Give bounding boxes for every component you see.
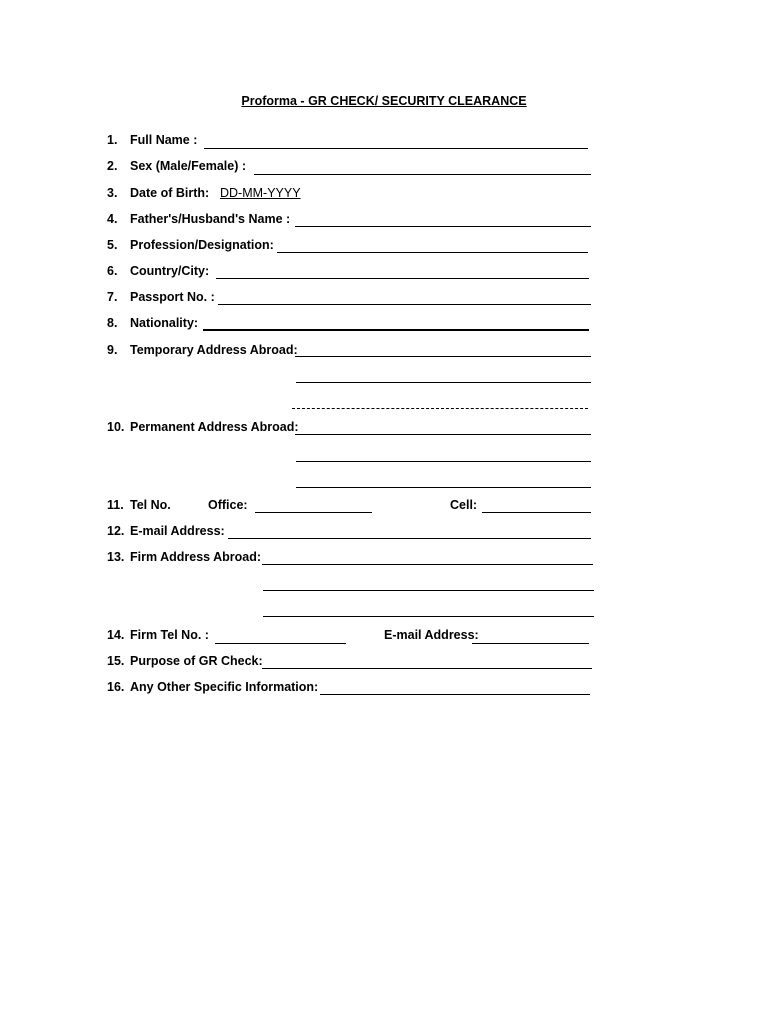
cell-field[interactable]	[482, 512, 591, 513]
field-number: 2.	[107, 159, 118, 173]
field-number: 12.	[107, 524, 125, 538]
field-number: 4.	[107, 212, 118, 226]
passport-no-field[interactable]	[218, 304, 591, 305]
temporary-address-line-3[interactable]	[292, 408, 588, 409]
firm-email-address-label: E-mail Address:	[384, 628, 479, 642]
firm-address-line-2[interactable]	[263, 590, 594, 591]
profession-designation-field[interactable]	[277, 252, 588, 253]
fathers-husbands-name-field[interactable]	[295, 226, 591, 227]
firm-tel-no-label: Firm Tel No. :	[130, 628, 209, 642]
sex-label: Sex (Male/Female) :	[130, 159, 247, 173]
form-title: Proforma - GR CHECK/ SECURITY CLEARANCE	[241, 94, 527, 108]
field-number: 1.	[107, 133, 118, 147]
temporary-address-label: Temporary Address Abroad:	[130, 343, 298, 357]
permanent-address-label: Permanent Address Abroad:	[130, 420, 299, 434]
field-number: 9.	[107, 343, 118, 357]
profession-designation-label: Profession/Designation:	[130, 238, 274, 252]
permanent-address-line-3[interactable]	[296, 487, 591, 488]
field-number: 14.	[107, 628, 125, 642]
temporary-address-line-1[interactable]	[295, 356, 591, 357]
nationality-field[interactable]	[203, 329, 589, 331]
country-city-label: Country/City:	[130, 264, 210, 278]
firm-address-line-3[interactable]	[263, 616, 594, 617]
nationality-label: Nationality:	[130, 316, 199, 330]
permanent-address-line-2[interactable]	[296, 461, 591, 462]
field-number: 5.	[107, 238, 118, 252]
field-number: 8.	[107, 316, 118, 330]
sex-field[interactable]	[254, 174, 591, 175]
tel-no-label: Tel No.	[130, 498, 171, 512]
permanent-address-line-1[interactable]	[295, 434, 591, 435]
firm-email-address-field[interactable]	[472, 643, 589, 644]
full-name-label: Full Name :	[130, 133, 198, 147]
field-number: 3.	[107, 186, 118, 200]
purpose-of-gr-check-field[interactable]	[262, 668, 592, 669]
field-number: 6.	[107, 264, 118, 278]
other-specific-information-label: Any Other Specific Information:	[130, 680, 319, 694]
email-address-label: E-mail Address:	[130, 524, 225, 538]
field-number: 10.	[107, 420, 125, 434]
field-number: 16.	[107, 680, 125, 694]
passport-no-label: Passport No. :	[130, 290, 215, 304]
firm-address-line-1[interactable]	[262, 564, 593, 565]
office-label: Office:	[208, 498, 248, 512]
date-of-birth-label: Date of Birth:	[130, 186, 210, 200]
cell-label: Cell:	[450, 498, 478, 512]
temporary-address-line-2[interactable]	[296, 382, 591, 383]
other-specific-information-field[interactable]	[320, 694, 590, 695]
field-number: 7.	[107, 290, 118, 304]
full-name-field[interactable]	[204, 148, 588, 149]
field-number: 11.	[107, 498, 124, 512]
date-of-birth-field[interactable]: DD-MM-YYYY	[220, 186, 301, 200]
email-address-field[interactable]	[228, 538, 591, 539]
firm-address-label: Firm Address Abroad:	[130, 550, 262, 564]
purpose-of-gr-check-label: Purpose of GR Check:	[130, 654, 263, 668]
field-number: 15.	[107, 654, 125, 668]
country-city-field[interactable]	[216, 278, 589, 279]
firm-tel-no-field[interactable]	[215, 643, 346, 644]
fathers-husbands-name-label: Father's/Husband's Name :	[130, 212, 291, 226]
field-number: 13.	[107, 550, 125, 564]
office-tel-field[interactable]	[255, 512, 372, 513]
